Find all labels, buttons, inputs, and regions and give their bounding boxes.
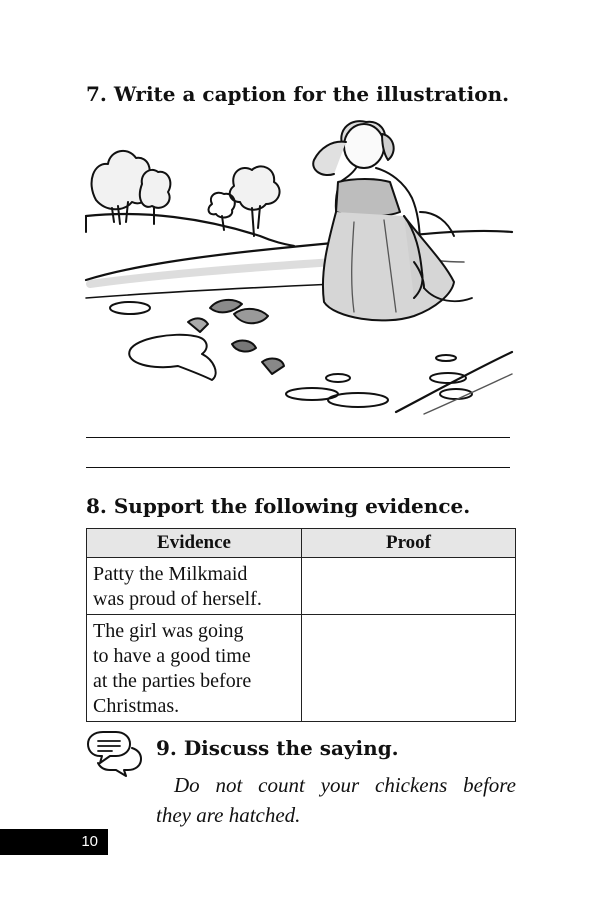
- table-row: [87, 558, 516, 615]
- question-7-title: 7. Write a caption for the illustration.: [86, 82, 510, 106]
- header-evidence: Evidence: [87, 529, 302, 558]
- answer-line-1[interactable]: [86, 437, 510, 438]
- page-number: 10: [0, 829, 108, 855]
- milkmaid-illustration: [84, 112, 514, 417]
- saying-line: Do not count your chickens before: [174, 773, 516, 797]
- question-9-title: 9. Discuss the saying.: [156, 736, 399, 760]
- evidence-line: Patty the Milkmaid: [93, 563, 248, 585]
- evidence-cell: [87, 558, 302, 615]
- evidence-line: to have a good time: [93, 645, 251, 667]
- header-proof: Proof: [302, 529, 516, 558]
- evidence-line: Christmas.: [93, 695, 180, 717]
- evidence-line: The girl was going: [93, 620, 244, 642]
- answer-line-2[interactable]: [86, 467, 510, 468]
- evidence-line: at the parties before: [93, 670, 252, 692]
- saying-text: [156, 770, 516, 830]
- proof-cell[interactable]: [302, 558, 516, 615]
- evidence-cell: [87, 615, 302, 722]
- evidence-line: was proud of herself.: [93, 588, 262, 610]
- table-header-row: [87, 529, 516, 558]
- speech-bubbles-icon: [86, 730, 142, 778]
- saying-line: they are hatched.: [156, 803, 301, 827]
- evidence-table: [86, 528, 516, 722]
- proof-cell[interactable]: [302, 615, 516, 722]
- table-row: [87, 615, 516, 722]
- question-8-title: 8. Support the following evidence.: [86, 494, 471, 518]
